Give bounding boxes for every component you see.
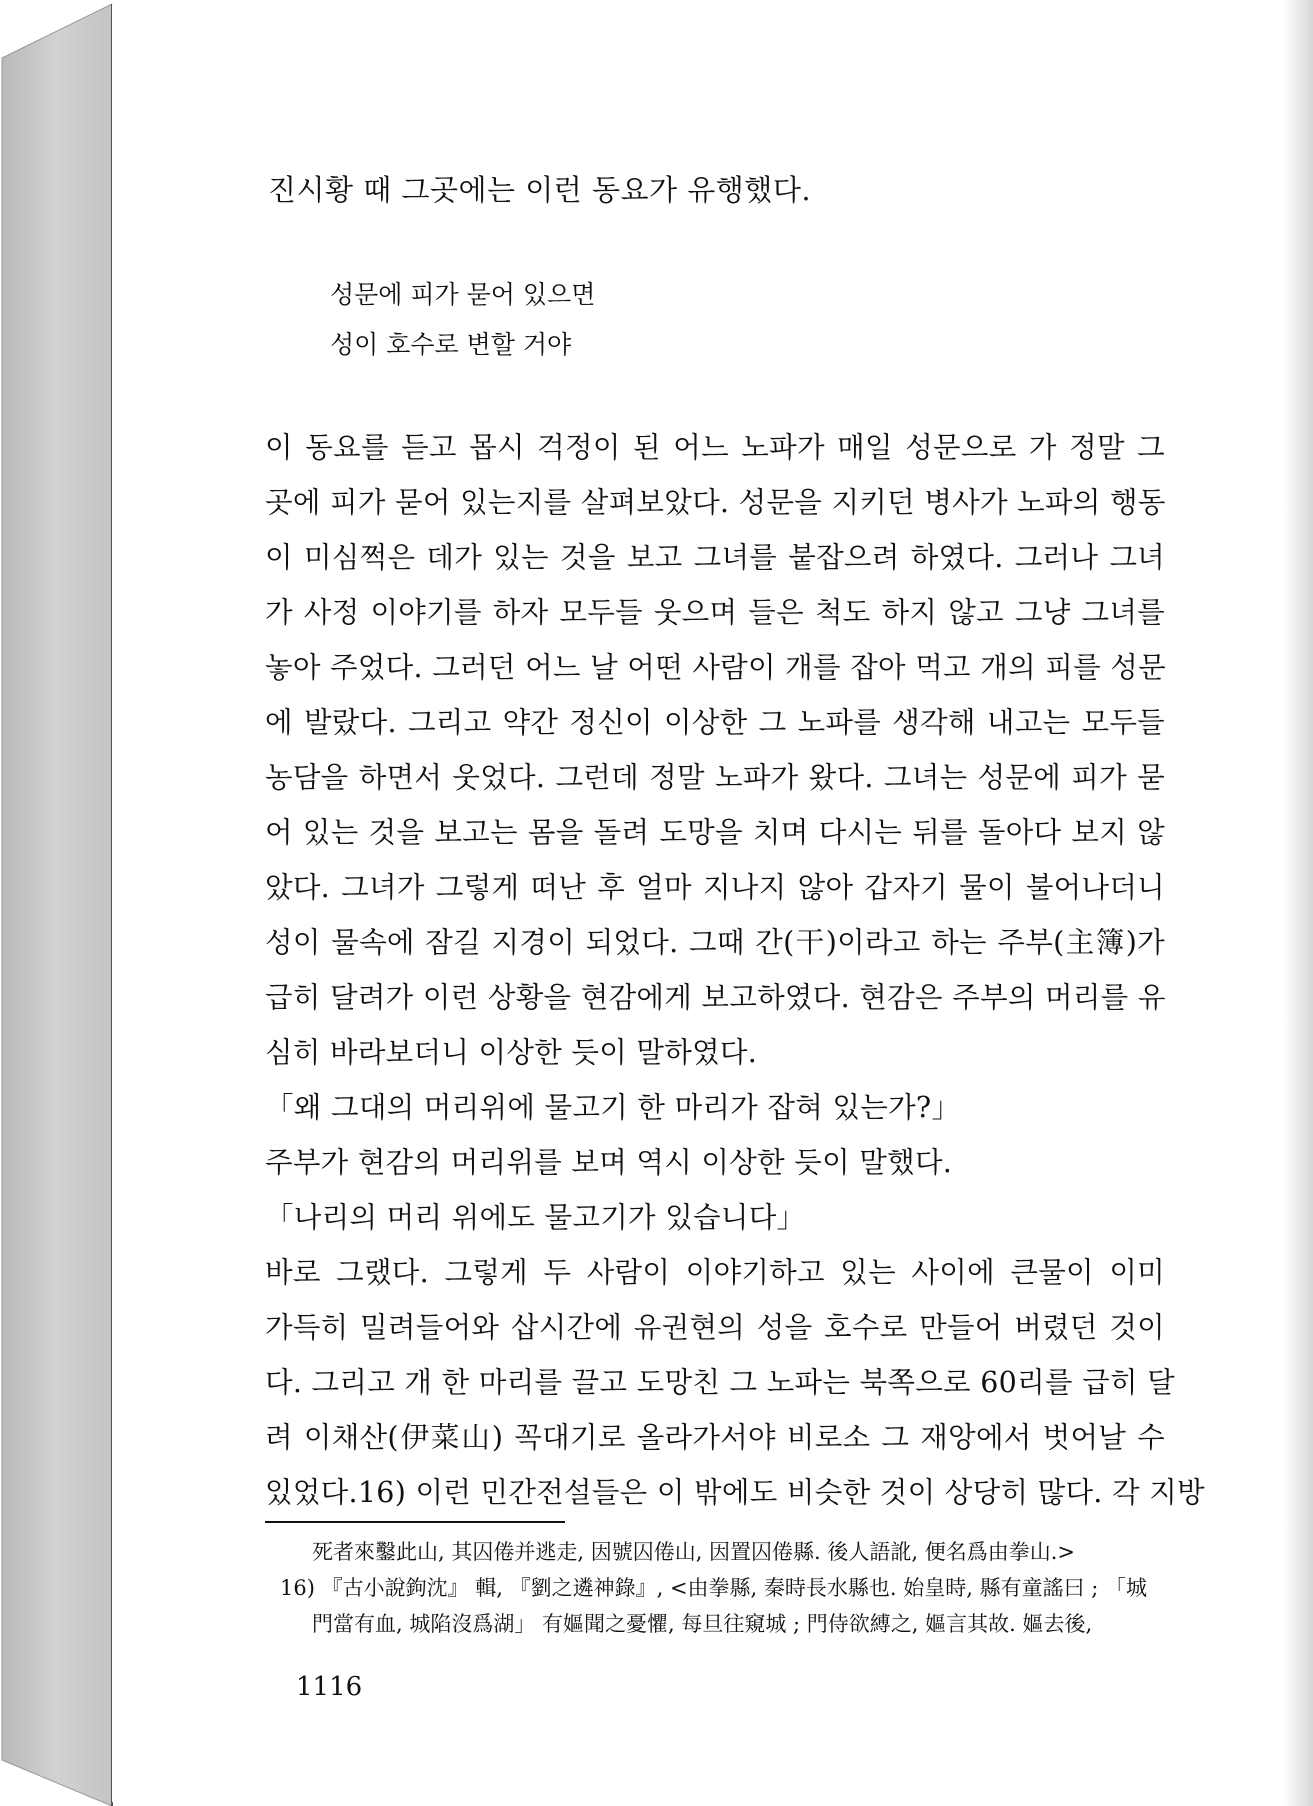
body-line: 성이 물속에 잠길 지경이 되었다. 그때 간(干)이라고 하는 주부(主簿)가	[265, 926, 1165, 959]
body-line: 려 이채산(伊菜山) 꼭대기로 올라가서야 비로소 그 재앙에서 벗어날 수	[265, 1421, 1165, 1454]
page-edge	[1283, 0, 1313, 1806]
body-line: 급히 달려가 이런 상황을 현감에게 보고하였다. 현감은 주부의 머리를 유	[265, 981, 1166, 1014]
body-line: 심히 바라보더니 이상한 듯이 말하였다.	[265, 1036, 758, 1069]
body-line: 「나리의 머리 위에도 물고기가 있습니다」	[265, 1201, 806, 1234]
body-line: 있었다.16) 이런 민간전설들은 이 밖에도 비슷한 것이 상당히 많다. 각 지방	[265, 1476, 1205, 1509]
body-line: 「왜 그대의 머리위에 물고기 한 마리가 잡혀 있는가?」	[265, 1091, 961, 1124]
body-line: 놓아 주었다. 그러던 어느 날 어떤 사람이 개를 잡아 먹고 개의 피를 성문	[265, 651, 1166, 684]
body-line: 어 있는 것을 보고는 몸을 돌려 도망을 치며 다시는 뒤를 돌아다 보지 않	[265, 816, 1165, 849]
body-line: 이 동요를 듣고 몹시 걱정이 된 어느 노파가 매일 성문으로 가 정말 그	[265, 431, 1165, 464]
body-line: 주부가 현감의 머리위를 보며 역시 이상한 듯이 말했다.	[265, 1146, 953, 1179]
body-line: 바로 그랬다. 그렇게 두 사람이 이야기하고 있는 사이에 큰물이 이미	[265, 1256, 1165, 1289]
body-line: 았다. 그녀가 그렇게 떠난 후 얼마 지나지 않아 갑자기 물이 불어나더니	[265, 871, 1165, 904]
poem-line-1: 성문에 피가 묻어 있으면	[330, 280, 596, 309]
body-line: 다. 그리고 개 한 마리를 끌고 도망친 그 노파는 북쪽으로 60리를 급히 달	[265, 1366, 1175, 1399]
body-line: 곳에 피가 묻어 있는지를 살펴보았다. 성문을 지키던 병사가 노파의 행동	[265, 486, 1166, 519]
poem-line-2: 성이 호수로 변할 거야	[330, 330, 572, 359]
body-line: 가 사정 이야기를 하자 모두들 웃으며 들은 척도 하지 않고 그냥 그녀를	[265, 596, 1165, 629]
body-line: 농담을 하면서 웃었다. 그런데 정말 노파가 왔다. 그녀는 성문에 피가 묻	[265, 761, 1165, 794]
body-line: 가득히 밀려들어와 삽시간에 유권현의 성을 호수로 만들어 버렸던 것이	[265, 1311, 1165, 1344]
footnote-line: 16) 『古小說鉤沈』 輯, 『劉之遴神錄』, <由拳縣, 秦時長水縣也. 始皇時, 縣有童謠曰 ; 「城	[280, 1576, 1148, 1600]
page-number: 1116	[296, 1672, 363, 1702]
footnote-line: 死者來鑿此山, 其囚倦并逃走, 因號囚倦山, 因置囚倦縣. 後人語訛, 便名爲由拳山.>	[312, 1540, 1076, 1564]
intro-line: 진시황 때 그곳에는 이런 동요가 유행했다.	[268, 173, 812, 207]
footnote-line: 門當有血, 城陷沒爲湖」 有嫗聞之憂懼, 每旦往窺城 ; 門侍欲縛之, 嫗言其故. 嫗去後,	[312, 1612, 1093, 1636]
footnote-rule	[265, 1521, 565, 1523]
body-line: 이 미심쩍은 데가 있는 것을 보고 그녀를 붙잡으려 하였다. 그러나 그녀	[265, 541, 1165, 574]
body-line: 에 발랐다. 그리고 약간 정신이 이상한 그 노파를 생각해 내고는 모두들	[265, 706, 1165, 739]
